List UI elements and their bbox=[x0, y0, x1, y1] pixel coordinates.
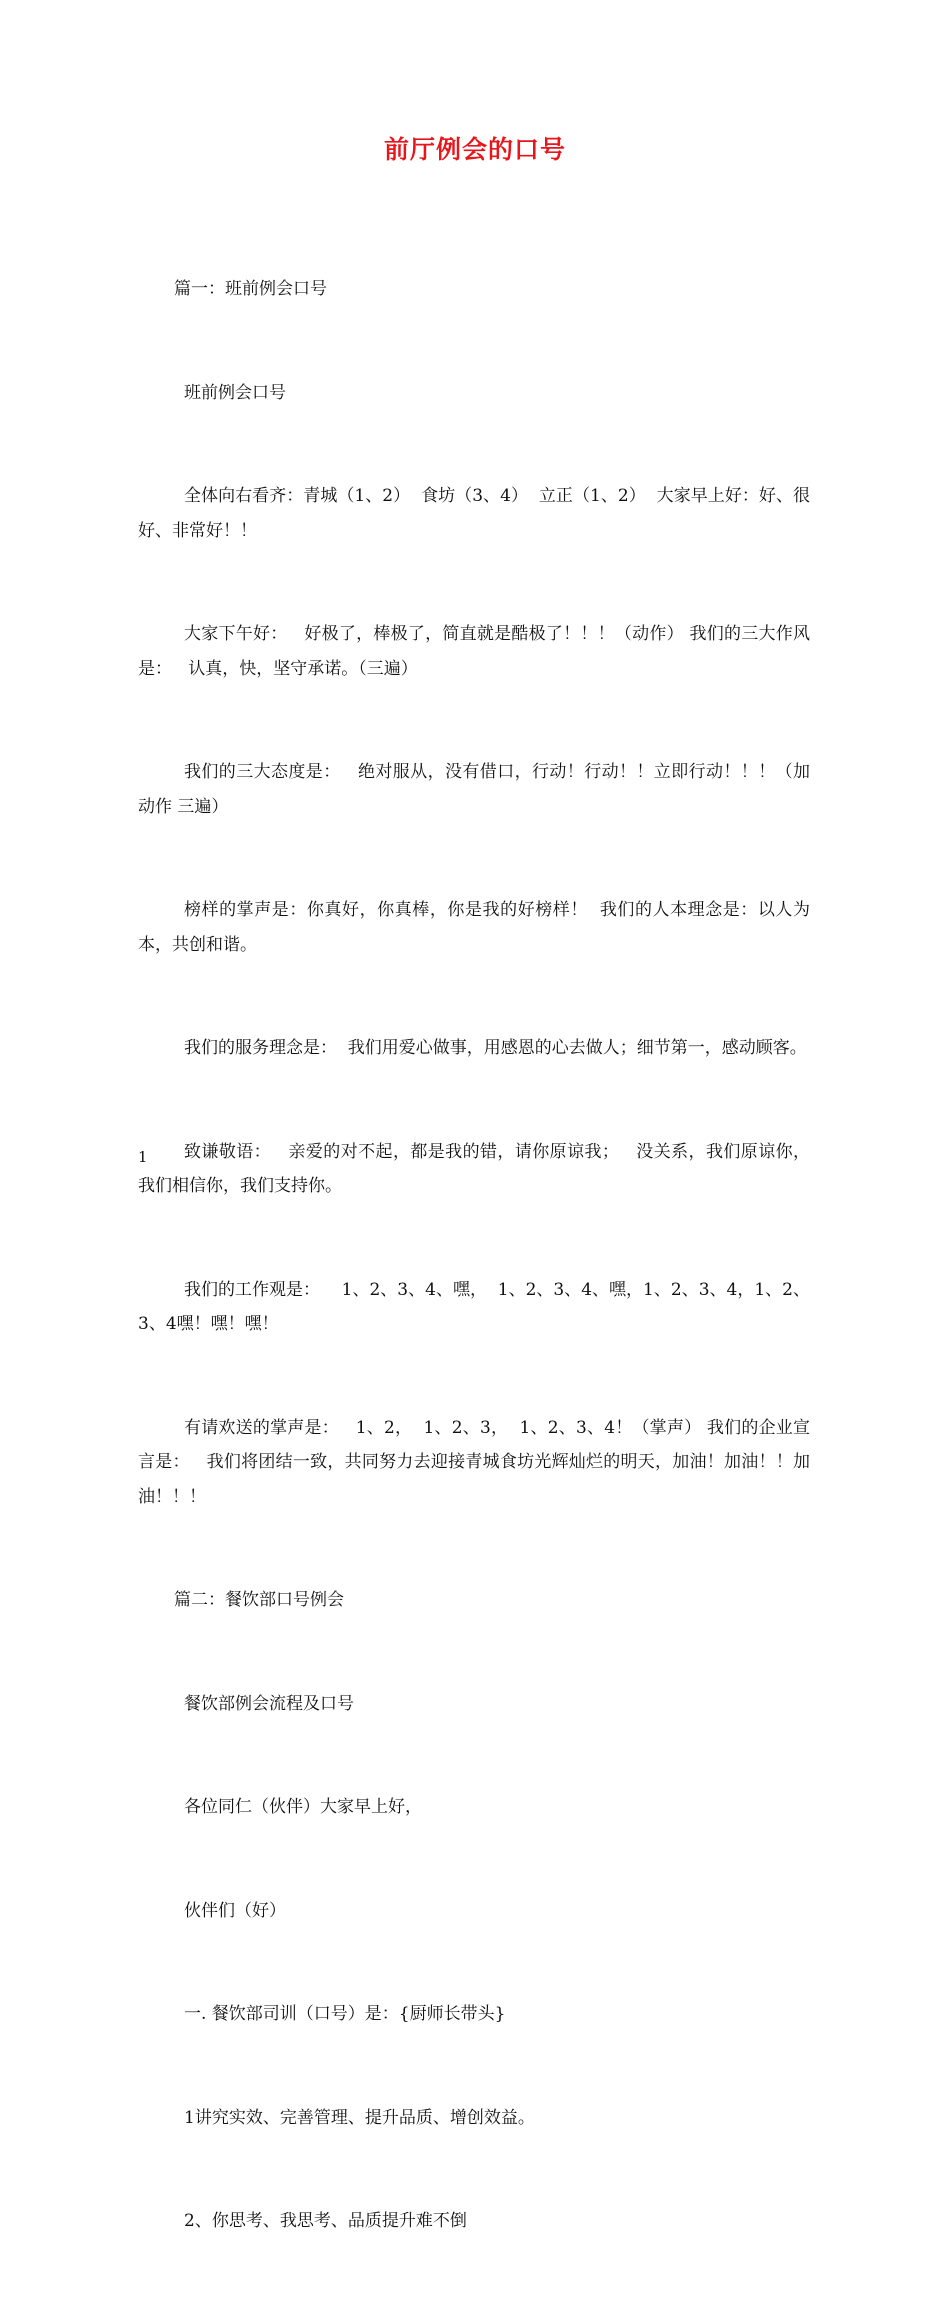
document-title: 前厅例会的口号 bbox=[383, 135, 566, 164]
paragraph: 我们的工作观是： 1、2、3、4、嘿， 1、2、3、4、嘿，1、2、3、4，1、2、3、4嘿！嘿！嘿！ bbox=[138, 1279, 810, 1334]
paragraph: 大家下午好： 好极了，棒极了，简直就是酷极了！！！（动作） 我们的三大作风是： 认真，快，坚守承诺。（三遍） bbox=[138, 624, 810, 679]
paragraph: 有请欢送的掌声是： 1、2， 1、2、3， 1、2、3、4！（掌声） 我们的企业宣言是： 我们将团结一致，共同努力去迎接青城食坊光辉灿烂的明天，加油！加油！！加油！！！ bbox=[138, 1417, 810, 1507]
paragraph: 我们的三大态度是： 绝对服从，没有借口，行动！行动！！立即行动！！！（加动作 三遍） bbox=[138, 762, 810, 817]
paragraph: 伙伴们（好） bbox=[184, 1900, 286, 1921]
paragraph: 2、你思考、我思考、品质提升难不倒 bbox=[184, 2211, 467, 2231]
paragraph-section-1: 篇一：班前例会口号 bbox=[174, 279, 327, 299]
paragraph: 餐饮部例会流程及口号 bbox=[184, 1693, 354, 1714]
paragraph-section-2: 篇二：餐饮部口号例会 bbox=[174, 1590, 344, 1610]
paragraph: 各位同仁（伙伴）大家早上好， bbox=[184, 1797, 422, 1817]
paragraph: 1讲究实效、完善管理、提升品质、增创效益。 bbox=[184, 2107, 535, 2128]
paragraph: 班前例会口号 bbox=[184, 382, 286, 403]
paragraph: 一. 餐饮部司训（口号）是：{厨师长带头} bbox=[184, 2004, 506, 2024]
document-body bbox=[138, 203, 810, 2308]
page-number: 1 bbox=[138, 1148, 148, 1166]
paragraph: 致谦敬语： 亲爱的对不起，都是我的错，请你原谅我； 没关系，我们原谅你，我们相信你，我们支持你。 bbox=[138, 1141, 810, 1196]
paragraph: 我们的服务理念是： 我们用爱心做事，用感恩的心去做人；细节第一，感动顾客。 bbox=[184, 1038, 807, 1058]
paragraph: 全体向右看齐：青城（1、2） 食坊（3、4） 立正（1、2） 大家早上好：好、很好、非常好！！ bbox=[138, 486, 810, 541]
paragraph: 榜样的掌声是：你真好，你真棒，你是我的好榜样！ 我们的人本理念是：以人为本，共创和谐。 bbox=[138, 900, 810, 955]
